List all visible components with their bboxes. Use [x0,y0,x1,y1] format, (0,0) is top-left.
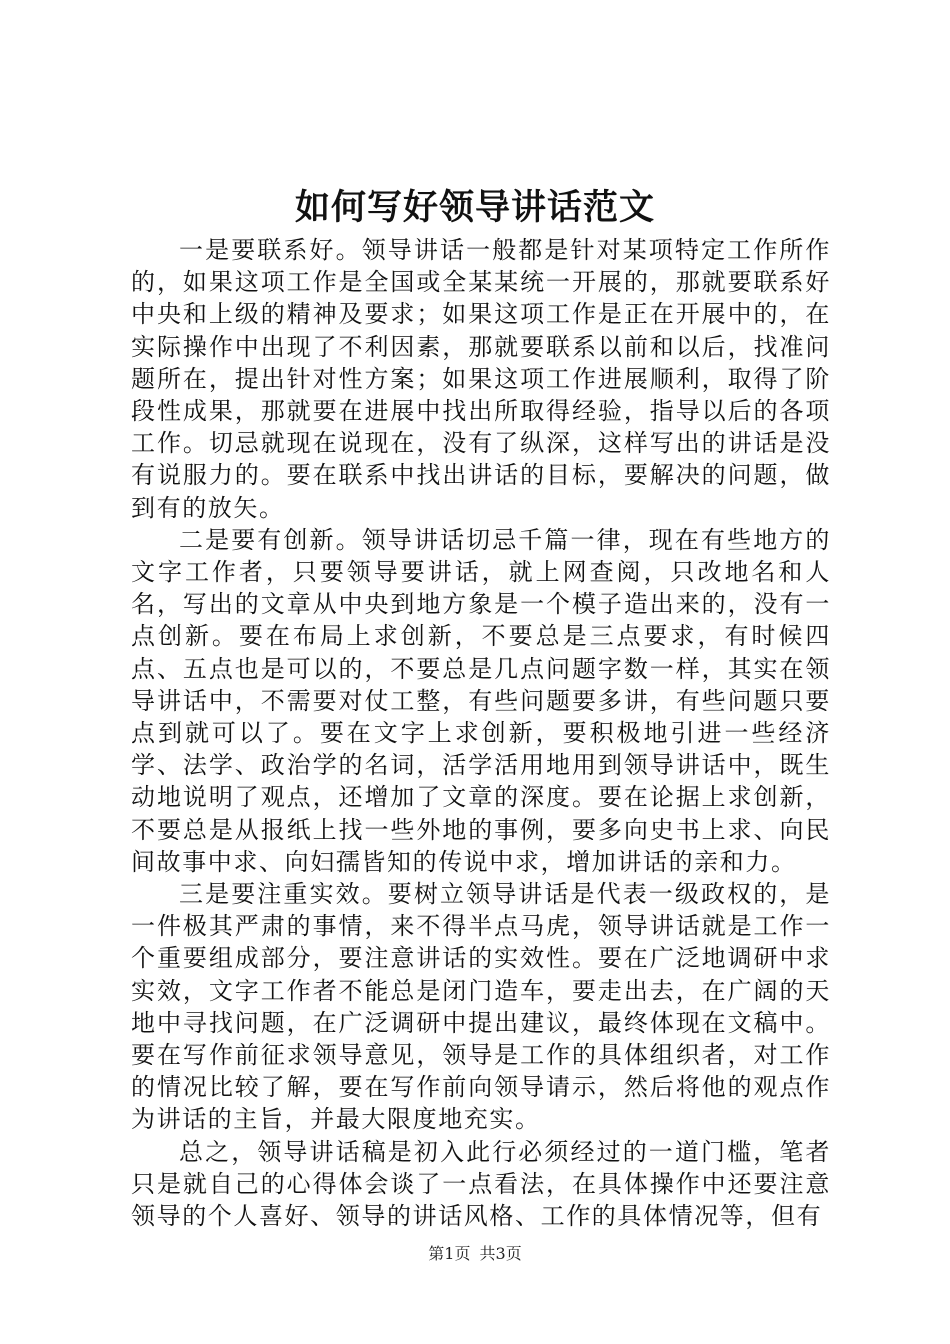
paragraph-3: 三是要注重实效。要树立领导讲话是代表一级政权的，是一件极其严肃的事情，来不得半点马虎，领导讲话就是工作一个重要组成部分，要注意讲话的实效性。要在广泛地调研中求实效，文字工作者不能总是闭门造车，要走出去，在广阔的天地中寻找问题，在广泛调研中提出建议，最终体现在文稿中。要在写作前征求领导意见，领导是工作的具体组织者，对工作的情况比较了解，要在写作前向领导请示，然后将他的观点作为讲话的主旨，并最大限度地充实。 [131,880,831,1134]
page-footer [0,1243,950,1265]
document-title: 如何写好领导讲话范文 [294,187,655,228]
paragraph-2: 二是要有创新。领导讲话切忌千篇一律，现在有些地方的文字工作者，只要领导要讲话，就上网查阅，只改地名和人名，写出的文章从中央到地方象是一个模子造出来的，没有一点创新。要在布局上求创新，不要总是三点要求，有时候四点、五点也是可以的，不要总是几点问题字数一样，其实在领导讲话中，不需要对仗工整，有些问题要多讲，有些问题只要点到就可以了。要在文字上求创新，要积极地引进一些经济学、法学、政治学的名词，活学活用地用到领导讲话中，既生动地说明了观点，还增加了文章的深度。要在论据上求创新，不要总是从报纸上找一些外地的事例，要多向史书上求、向民间故事中求、向妇孺皆知的传说中求，增加讲话的亲和力。 [131,525,831,876]
document-body [131,234,831,1232]
paragraph-4: 总之，领导讲话稿是初入此行必须经过的一道门槛，笔者只是就自己的心得体会谈了一点看法，在具体操作中还要注意领导的个人喜好、领导的讲话风格、工作的具体情况等，但有 [131,1137,831,1231]
page-total: 共3页 [479,1244,522,1263]
paragraph-1: 一是要联系好。领导讲话一般都是针对某项特定工作所作的，如果这项工作是全国或全某某统一开展的，那就要联系好中央和上级的精神及要求；如果这项工作是正在开展中的，在实际操作中出现了不利因素，那就要联系以前和以后，找准问题所在，提出针对性方案；如果这项工作进展顺利，取得了阶段性成果，那就要在进展中找出所取得经验，指导以后的各项工作。切忌就现在说现在，没有了纵深，这样写出的讲话是没有说服力的。要在联系中找出讲话的目标，要解决的问题，做到有的放矢。 [131,236,831,522]
page-number: 第1页 [428,1244,471,1263]
